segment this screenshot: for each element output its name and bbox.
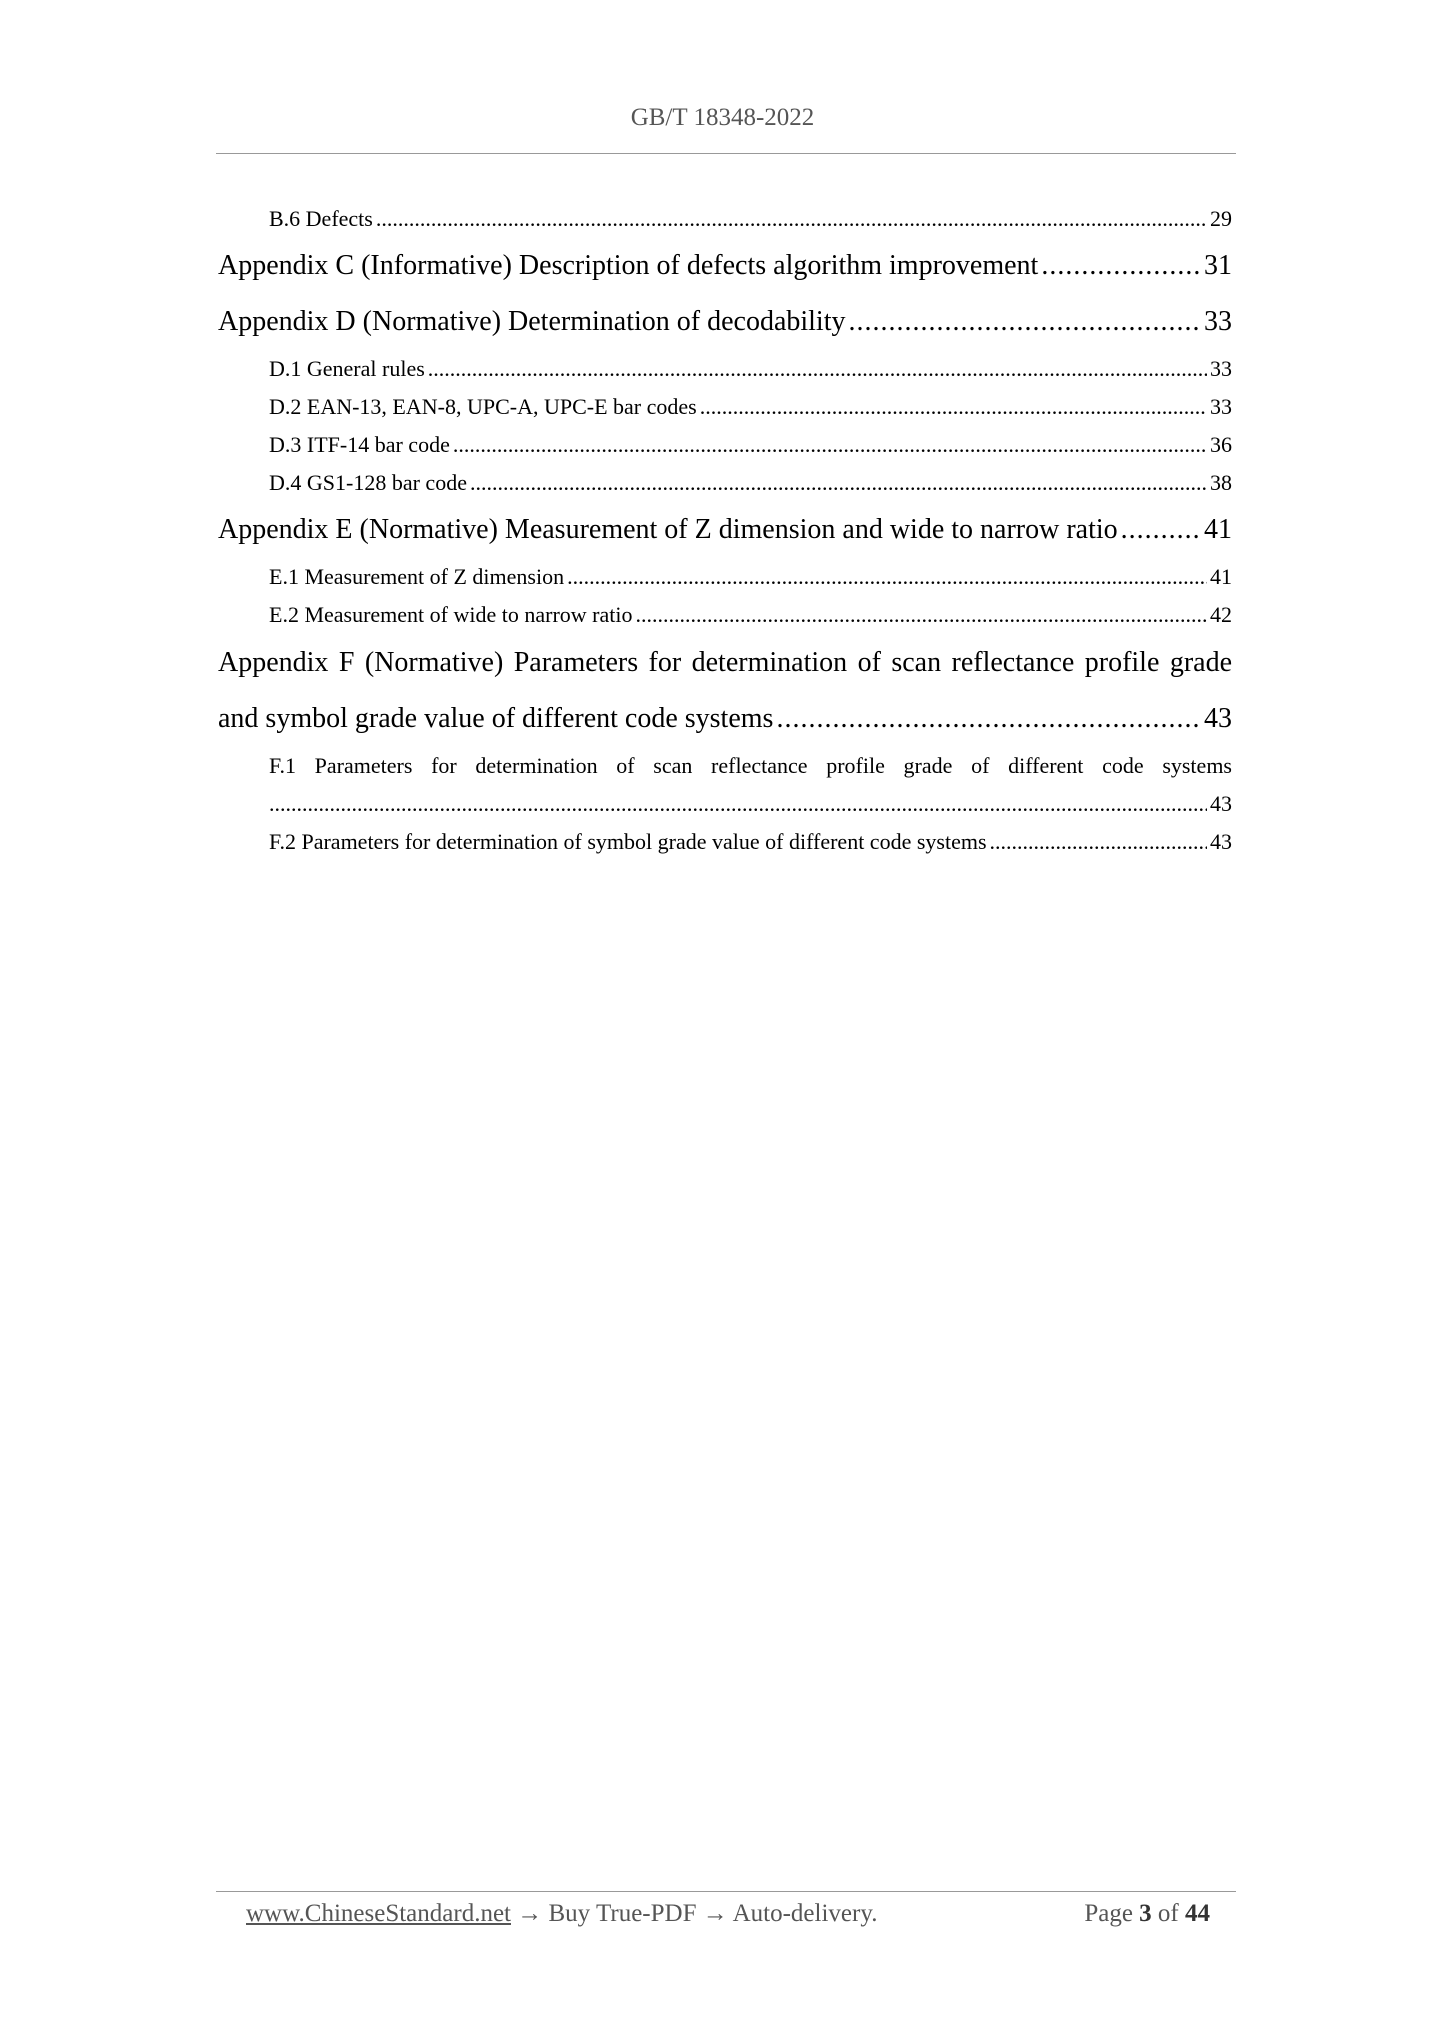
toc-entry-title-line1: Appendix F (Normative) Parameters for determination of scan reflectance profile grade [218, 647, 1232, 678]
toc-entry-d1[interactable] [218, 350, 1232, 388]
toc-entry-title: D.3 ITF-14 bar code [269, 432, 450, 457]
toc-entry-page: 41 [1210, 564, 1232, 589]
page-current: 3 [1139, 1900, 1152, 1927]
dot-leader [470, 464, 1207, 502]
delivery-text: Auto-delivery. [732, 1900, 878, 1927]
toc-entry-f2[interactable] [218, 823, 1232, 861]
toc-entry-d3[interactable] [218, 426, 1232, 464]
toc-entry-appendix-f[interactable] [218, 634, 1232, 747]
toc-entry-page: 33 [1210, 356, 1232, 381]
footer-promo [246, 1896, 877, 1932]
buy-text: Buy True-PDF [548, 1900, 697, 1927]
toc-entry-title-line2: and symbol grade value of different code systems [218, 703, 774, 734]
toc-entry-title: B.6 Defects [269, 206, 373, 231]
toc-entry-appendix-c[interactable] [218, 238, 1232, 294]
toc-entry-appendix-e[interactable] [218, 502, 1232, 558]
dot-leader [453, 426, 1207, 464]
dot-leader [636, 596, 1208, 634]
toc-entry-title: D.2 EAN-13, EAN-8, UPC-A, UPC-E bar codes [269, 394, 697, 419]
toc-entry-page: 41 [1204, 514, 1232, 545]
toc-entry-f1[interactable] [218, 747, 1232, 823]
header-divider [216, 153, 1236, 154]
page-footer [246, 1896, 1210, 1932]
toc-entry-page: 43 [1210, 829, 1232, 854]
of-label: of [1157, 1900, 1179, 1927]
toc-entry-title-line2-row [218, 691, 1232, 747]
dot-leader [776, 691, 1201, 747]
toc-entry-title: F.1 Parameters for determination of scan reflectance profile grade of different code systems [269, 753, 1232, 778]
dot-leader [269, 785, 1207, 823]
toc-entry-e2[interactable] [218, 596, 1232, 634]
toc-entry-title: Appendix D (Normative) Determination of decodability [218, 306, 846, 337]
dot-leader [990, 823, 1207, 861]
dot-leader [376, 200, 1207, 238]
table-of-contents [218, 200, 1232, 861]
dot-leader [428, 350, 1207, 388]
toc-entry-page: 33 [1204, 306, 1232, 337]
toc-entry-appendix-d[interactable] [218, 294, 1232, 350]
toc-entry-page: 36 [1210, 432, 1232, 457]
toc-entry-page: 43 [1204, 703, 1232, 734]
page-total: 44 [1185, 1900, 1210, 1927]
toc-entry-title: Appendix E (Normative) Measurement of Z dimension and wide to narrow ratio [218, 514, 1118, 545]
toc-entry-title: D.1 General rules [269, 356, 425, 381]
toc-entry-title: F.2 Parameters for determination of symbol grade value of different code systems [269, 829, 987, 854]
toc-entry-b6[interactable] [218, 200, 1232, 238]
toc-entry-e1[interactable] [218, 558, 1232, 596]
site-link[interactable]: www.ChineseStandard.net [246, 1900, 511, 1927]
toc-entry-d4[interactable] [218, 464, 1232, 502]
toc-entry-title: D.4 GS1-128 bar code [269, 470, 467, 495]
dot-leader [848, 294, 1201, 350]
dot-leader [700, 388, 1207, 426]
toc-entry-page: 43 [1210, 791, 1232, 816]
toc-entry-page: 33 [1210, 394, 1232, 419]
arrow-right-icon: → [702, 1900, 728, 1927]
toc-entry-title: E.2 Measurement of wide to narrow ratio [269, 602, 633, 627]
toc-entry-page: 31 [1204, 250, 1232, 281]
arrow-right-icon: → [517, 1900, 543, 1927]
running-header: GB/T 18348-2022 [630, 104, 815, 131]
toc-entry-page: 29 [1210, 206, 1232, 231]
page-label: Page [1084, 1900, 1133, 1927]
toc-entry-title: Appendix C (Informative) Description of defects algorithm improvement [218, 250, 1039, 281]
toc-entry-page: 42 [1210, 602, 1232, 627]
page-number [1084, 1896, 1210, 1932]
dot-leader [567, 558, 1207, 596]
toc-entry-leader-row [218, 785, 1232, 823]
toc-entry-d2[interactable] [218, 388, 1232, 426]
toc-entry-page: 38 [1210, 470, 1232, 495]
dot-leader [1121, 502, 1201, 558]
footer-divider [216, 1891, 1236, 1892]
dot-leader [1041, 238, 1201, 294]
toc-entry-title: E.1 Measurement of Z dimension [269, 564, 565, 589]
